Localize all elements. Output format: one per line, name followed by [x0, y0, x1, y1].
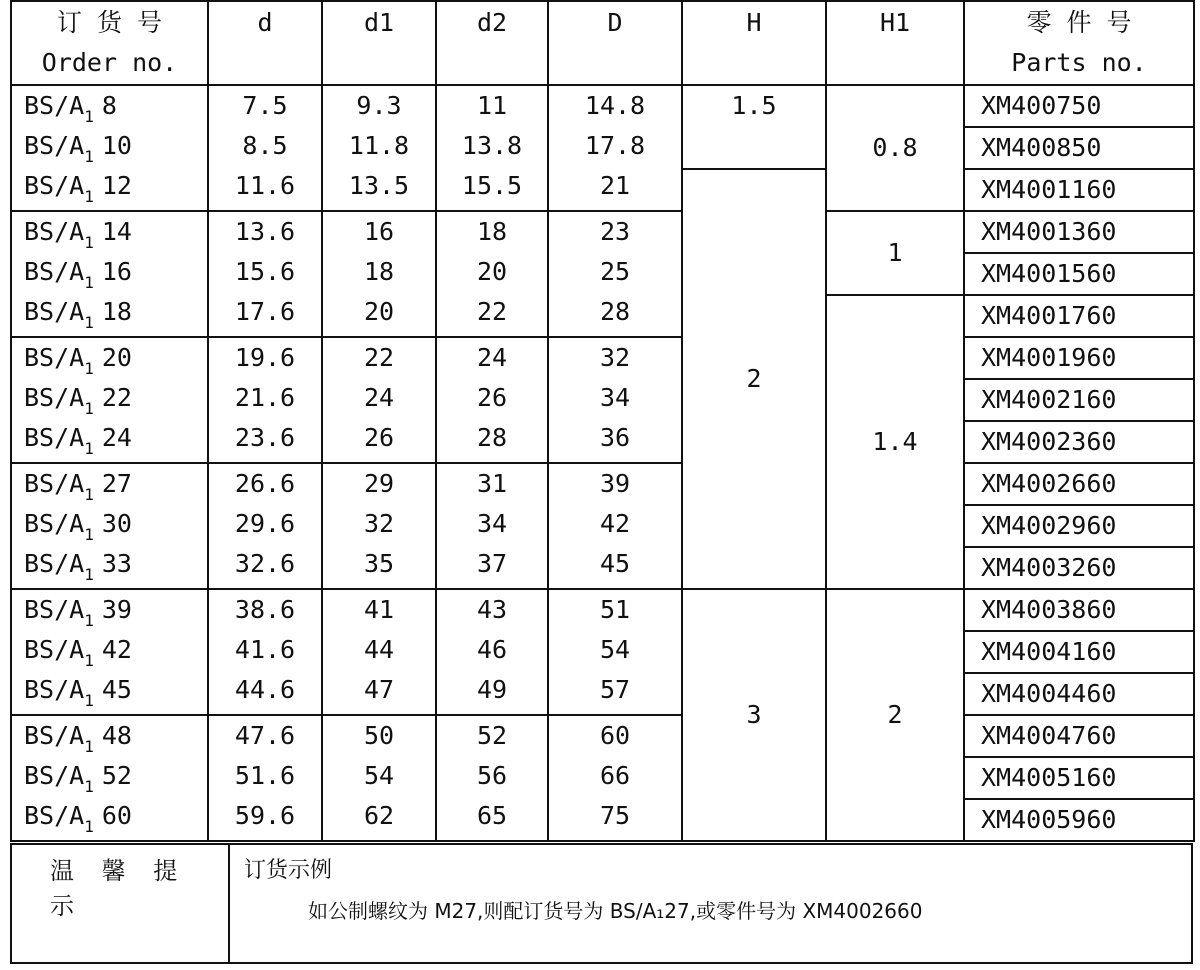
cell-D: [548, 85, 682, 211]
order-no-cell: [11, 463, 208, 589]
value-D: 25: [599, 257, 631, 286]
order-no: [24, 464, 207, 504]
order-prefix: BS/A: [24, 343, 85, 372]
order-subscript: 1: [84, 147, 94, 166]
value-D: 34: [599, 383, 631, 412]
order-subscript: 1: [84, 611, 94, 630]
table-row: [11, 589, 1194, 631]
part-no-cell: XM4003260: [964, 547, 1194, 589]
cell-d1: [322, 589, 436, 715]
value-d: 15.6: [234, 257, 296, 286]
order-size: 12: [101, 171, 132, 200]
order-no-cell: [11, 85, 208, 211]
header-d1: d1: [322, 1, 436, 85]
header-H1: H1: [826, 1, 964, 85]
order-no: [24, 796, 207, 836]
cell-d2: [436, 463, 548, 589]
part-no-cell: XM4001160: [964, 169, 1194, 211]
part-no-cell: XM4005960: [964, 799, 1194, 841]
header-H: H: [682, 1, 826, 85]
order-subscript: 1: [84, 565, 94, 584]
order-size: 18: [101, 297, 132, 326]
header-row: [11, 1, 1194, 85]
value-d1: 44: [363, 635, 395, 664]
value-d1: 62: [363, 801, 395, 830]
value-d1: 13.5: [348, 171, 410, 200]
order-size: 27: [101, 469, 132, 498]
order-prefix: BS/A: [24, 635, 85, 664]
header-d2: d2: [436, 1, 548, 85]
value-d: 8.5: [242, 131, 288, 160]
value-d: 32.6: [234, 549, 296, 578]
order-size: 52: [101, 761, 132, 790]
order-no: [24, 630, 207, 670]
order-prefix: BS/A: [24, 675, 85, 704]
value-d1: 26: [363, 423, 395, 452]
order-prefix: BS/A: [24, 549, 85, 578]
cell-d: [208, 337, 322, 463]
order-prefix: BS/A: [24, 423, 85, 452]
order-no: [24, 670, 207, 710]
value-d: 7.5: [242, 91, 288, 120]
cell-d1: [322, 715, 436, 841]
value-d1: 50: [363, 721, 395, 750]
value-d2: 22: [476, 297, 508, 326]
table-row: [11, 715, 1194, 757]
order-prefix: BS/A: [24, 171, 85, 200]
cell-d1: [322, 85, 436, 211]
order-subscript: 1: [84, 399, 94, 418]
order-size: 30: [101, 509, 132, 538]
value-d: 51.6: [234, 761, 296, 790]
order-no: [24, 590, 207, 630]
value-d1: 18: [363, 257, 395, 286]
order-no-cell: [11, 211, 208, 337]
value-d1: 35: [363, 549, 395, 578]
part-no-cell: XM4001360: [964, 211, 1194, 253]
value-d: 17.6: [234, 297, 296, 326]
order-no: [24, 418, 207, 458]
value-d: 38.6: [234, 595, 296, 624]
header-order-no: [11, 1, 208, 85]
value-d2: 28: [476, 423, 508, 452]
order-prefix: BS/A: [24, 469, 85, 498]
spec-table: [10, 0, 1195, 842]
order-size: 14: [101, 217, 132, 246]
order-prefix: BS/A: [24, 509, 85, 538]
order-subscript: 1: [84, 691, 94, 710]
order-size: 20: [101, 343, 132, 372]
cell-D: [548, 211, 682, 337]
value-d: 59.6: [234, 801, 296, 830]
value-D: 39: [599, 469, 631, 498]
value-d2: 15.5: [461, 171, 523, 200]
order-subscript: 1: [84, 107, 94, 126]
value-D: 36: [599, 423, 631, 452]
value-D: 60: [599, 721, 631, 750]
order-no-cell: [11, 589, 208, 715]
value-d2: 46: [476, 635, 508, 664]
spec-table-body: [11, 85, 1194, 841]
order-no: [24, 338, 207, 378]
cell-d: [208, 589, 322, 715]
value-d: 13.6: [234, 217, 296, 246]
part-no-cell: XM4002960: [964, 505, 1194, 547]
header-d: d: [208, 1, 322, 85]
note-title: 订货示例: [244, 858, 333, 883]
value-d1: 47: [363, 675, 395, 704]
part-no-cell: XM4005160: [964, 757, 1194, 799]
value-d1: 29: [363, 469, 395, 498]
value-D: 75: [599, 801, 631, 830]
order-subscript: 1: [84, 485, 94, 504]
cell-H1: 2: [826, 589, 964, 841]
order-size: 45: [101, 675, 132, 704]
order-size: 8: [101, 91, 117, 120]
order-no: [24, 544, 207, 584]
order-no: [24, 292, 207, 332]
order-subscript: 1: [84, 313, 94, 332]
order-no: [24, 716, 207, 756]
value-D: 66: [599, 761, 631, 790]
header-D: D: [548, 1, 682, 85]
value-d2: 24: [476, 343, 508, 372]
order-no: [24, 378, 207, 418]
value-D: 23: [599, 217, 631, 246]
value-d2: 65: [476, 801, 508, 830]
value-d1: 54: [363, 761, 395, 790]
part-no-cell: XM400850: [964, 127, 1194, 169]
value-d: 21.6: [234, 383, 296, 412]
value-d2: 11: [476, 91, 508, 120]
header-order-cn: 订 货 号: [56, 8, 163, 37]
order-prefix: BS/A: [24, 721, 85, 750]
cell-H: 1.5: [682, 85, 826, 169]
cell-H1: 1.4: [826, 295, 964, 589]
value-d1: 22: [363, 343, 395, 372]
cell-d: [208, 85, 322, 211]
value-d2: 43: [476, 595, 508, 624]
part-no-cell: XM4002160: [964, 379, 1194, 421]
cell-D: [548, 715, 682, 841]
cell-H: 3: [682, 589, 826, 841]
value-d1: 24: [363, 383, 395, 412]
order-size: 24: [101, 423, 132, 452]
cell-d2: [436, 337, 548, 463]
value-d2: 49: [476, 675, 508, 704]
value-d1: 20: [363, 297, 395, 326]
order-prefix: BS/A: [24, 297, 85, 326]
value-d1: 9.3: [356, 91, 402, 120]
cell-D: [548, 337, 682, 463]
value-d2: 13.8: [461, 131, 523, 160]
order-prefix: BS/A: [24, 257, 85, 286]
value-d: 23.6: [234, 423, 296, 452]
cell-d2: [436, 211, 548, 337]
note-text: 如公制螺纹为 M27,则配订货号为 BS/A₁27,或零件号为 XM4002660: [308, 899, 923, 923]
part-no-cell: XM4004460: [964, 673, 1194, 715]
part-no-cell: XM4004760: [964, 715, 1194, 757]
value-D: 32: [599, 343, 631, 372]
cell-d: [208, 211, 322, 337]
value-d2: 52: [476, 721, 508, 750]
order-prefix: BS/A: [24, 383, 85, 412]
order-size: 60: [101, 801, 132, 830]
table-row: [11, 211, 1194, 253]
value-d: 26.6: [234, 469, 296, 498]
order-prefix: BS/A: [24, 761, 85, 790]
value-d2: 26: [476, 383, 508, 412]
order-size: 48: [101, 721, 132, 750]
order-no-cell: [11, 337, 208, 463]
value-d2: 34: [476, 509, 508, 538]
cell-D: [548, 589, 682, 715]
note-label: 温 馨 提 示: [12, 845, 230, 962]
value-D: 57: [599, 675, 631, 704]
value-d2: 56: [476, 761, 508, 790]
cell-d1: [322, 337, 436, 463]
table-row: [11, 337, 1194, 379]
order-subscript: 1: [84, 817, 94, 836]
order-no: [24, 166, 207, 206]
value-D: 51: [599, 595, 631, 624]
part-no-cell: XM4001760: [964, 295, 1194, 337]
table-row: [11, 85, 1194, 127]
value-d2: 18: [476, 217, 508, 246]
value-d1: 32: [363, 509, 395, 538]
order-size: 33: [101, 549, 132, 578]
order-subscript: 1: [84, 273, 94, 292]
header-parts-no: [964, 1, 1194, 85]
value-d: 19.6: [234, 343, 296, 372]
cell-D: [548, 463, 682, 589]
cell-d1: [322, 463, 436, 589]
table-row: [11, 463, 1194, 505]
order-subscript: 1: [84, 525, 94, 544]
value-D: 17.8: [584, 131, 646, 160]
order-size: 22: [101, 383, 132, 412]
cell-d2: [436, 715, 548, 841]
cell-H1: 0.8: [826, 85, 964, 211]
order-subscript: 1: [84, 439, 94, 458]
value-D: 42: [599, 509, 631, 538]
order-no: [24, 504, 207, 544]
value-d: 41.6: [234, 635, 296, 664]
order-prefix: BS/A: [24, 217, 85, 246]
order-prefix: BS/A: [24, 801, 85, 830]
order-subscript: 1: [84, 187, 94, 206]
order-prefix: BS/A: [24, 91, 85, 120]
value-d2: 20: [476, 257, 508, 286]
value-d: 11.6: [234, 171, 296, 200]
note-box: [10, 843, 1193, 964]
value-D: 45: [599, 549, 631, 578]
part-no-cell: XM4003860: [964, 589, 1194, 631]
order-subscript: 1: [84, 777, 94, 796]
order-size: 16: [101, 257, 132, 286]
order-prefix: BS/A: [24, 595, 85, 624]
header-parts-en: Parts no.: [1011, 48, 1147, 77]
order-no: [24, 756, 207, 796]
part-no-cell: XM4001960: [964, 337, 1194, 379]
order-subscript: 1: [84, 233, 94, 252]
order-size: 42: [101, 635, 132, 664]
cell-d: [208, 463, 322, 589]
header-parts-cn: 零 件 号: [1026, 8, 1132, 37]
header-order-en: Order no.: [41, 48, 178, 77]
value-D: 21: [599, 171, 631, 200]
part-no-cell: XM4002360: [964, 421, 1194, 463]
cell-H: 2: [682, 169, 826, 589]
cell-d2: [436, 85, 548, 211]
order-size: 10: [101, 131, 132, 160]
cell-H1: 1: [826, 211, 964, 295]
order-no: [24, 126, 207, 166]
part-no-cell: XM4002660: [964, 463, 1194, 505]
value-d2: 31: [476, 469, 508, 498]
part-no-cell: XM4004160: [964, 631, 1194, 673]
value-d: 44.6: [234, 675, 296, 704]
value-D: 28: [599, 297, 631, 326]
value-d1: 16: [363, 217, 395, 246]
order-prefix: BS/A: [24, 131, 85, 160]
order-no: [24, 212, 207, 252]
part-no-cell: XM4001560: [964, 253, 1194, 295]
cell-d1: [322, 211, 436, 337]
order-no: [24, 252, 207, 292]
value-d1: 41: [363, 595, 395, 624]
value-d: 47.6: [234, 721, 296, 750]
value-d: 29.6: [234, 509, 296, 538]
cell-d: [208, 715, 322, 841]
order-subscript: 1: [84, 651, 94, 670]
value-d1: 11.8: [348, 131, 410, 160]
cell-d2: [436, 589, 548, 715]
value-D: 54: [599, 635, 631, 664]
part-no-cell: XM400750: [964, 85, 1194, 127]
order-size: 39: [101, 595, 132, 624]
order-no: [24, 86, 207, 126]
order-subscript: 1: [84, 359, 94, 378]
order-subscript: 1: [84, 737, 94, 756]
order-no-cell: [11, 715, 208, 841]
value-d2: 37: [476, 549, 508, 578]
value-D: 14.8: [584, 91, 646, 120]
